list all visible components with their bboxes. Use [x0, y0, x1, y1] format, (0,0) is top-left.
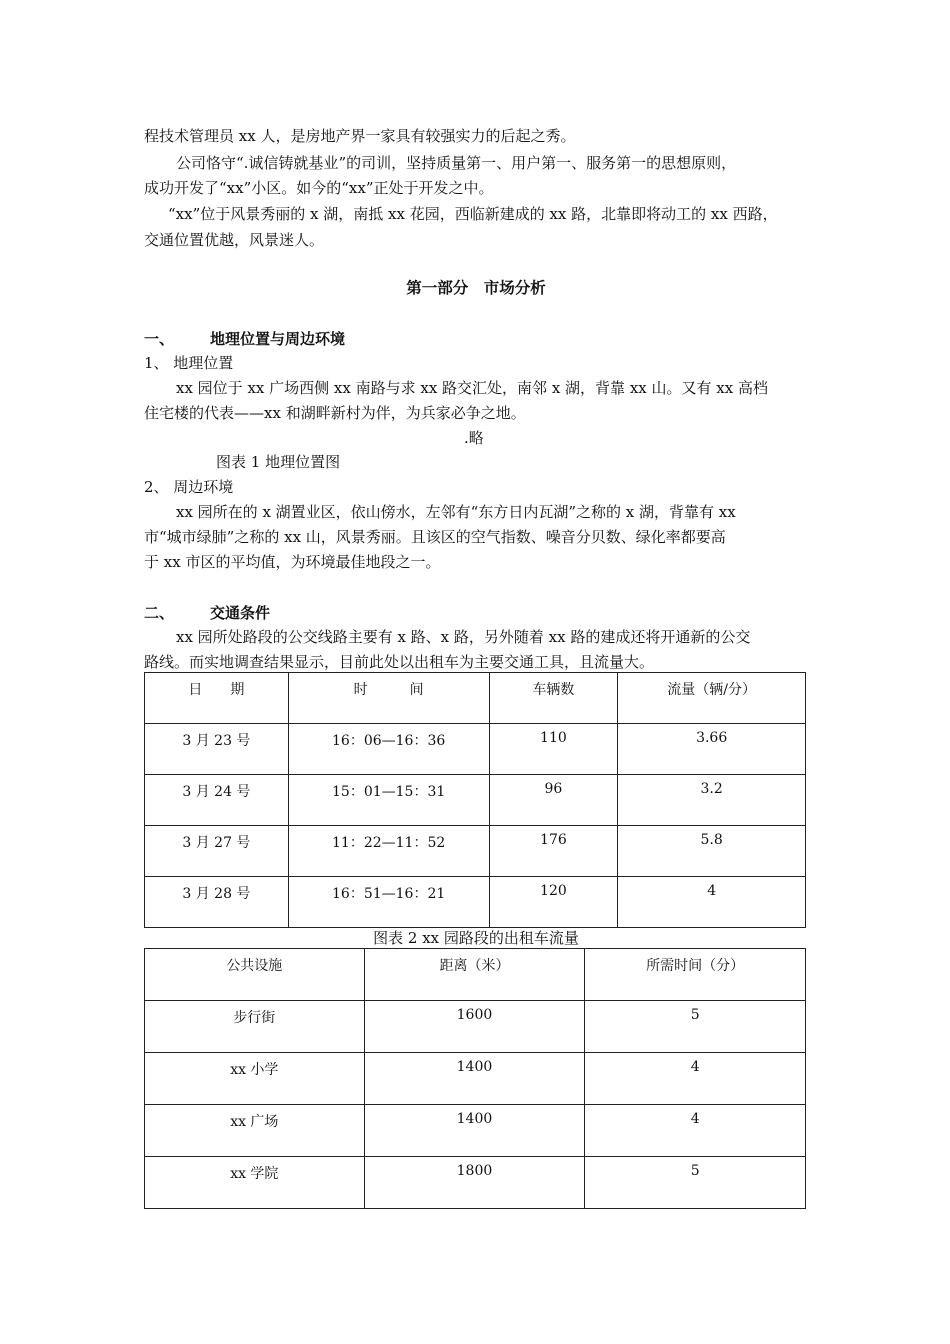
column-header-distance: 距离（米） — [364, 949, 585, 1001]
subsection-2-line-3: 于 xx 市区的平均值，为环境最佳地段之一。 — [144, 553, 441, 571]
table-cell: 3.66 — [618, 724, 806, 775]
omitted-figure-note: .略 — [464, 429, 484, 447]
subsection-1-title: 1、 地理位置 — [144, 354, 234, 372]
public-facilities-table — [144, 948, 806, 1209]
column-header-vehicle-count: 车辆数 — [489, 673, 618, 724]
table-cell: 3.2 — [618, 775, 806, 826]
table-cell: 96 — [489, 775, 618, 826]
intro-paragraph-2-line-1: 公司恪守“.诚信铸就基业”的司训，坚持质量第一、用户第一、服务第一的思想原则， — [176, 154, 737, 172]
figure-1-caption: 图表 1 地理位置图 — [216, 453, 341, 471]
table-cell: 3 月 24 号 — [145, 775, 289, 826]
table-row — [145, 724, 806, 775]
table-header-row — [145, 673, 806, 724]
table-cell: 1600 — [364, 1001, 585, 1053]
table-cell: 120 — [489, 877, 618, 928]
intro-paragraph-1: 程技术管理员 xx 人，是房地产界一家具有较强实力的后起之秀。 — [144, 127, 576, 145]
section-1-title: 地理位置与周边环境 — [210, 330, 346, 348]
table-row — [145, 1157, 806, 1209]
section-1-number: 一、 — [144, 330, 175, 348]
section-2-number: 二、 — [144, 604, 175, 622]
table-row — [145, 775, 806, 826]
table-cell: xx 广场 — [145, 1105, 365, 1157]
table-cell: 4 — [618, 877, 806, 928]
table-row — [145, 1105, 806, 1157]
table-cell: 4 — [585, 1053, 806, 1105]
section-2-title: 交通条件 — [210, 604, 271, 622]
section-2-line-2: 路线。而实地调查结果显示，目前此处以出租车为主要交通工具，且流量大。 — [144, 653, 655, 671]
table-cell: 110 — [489, 724, 618, 775]
column-header-flow-rate: 流量（辆/分） — [618, 673, 806, 724]
table-row — [145, 1001, 806, 1053]
table-cell: 步行街 — [145, 1001, 365, 1053]
column-header-date: 日 期 — [145, 673, 289, 724]
intro-paragraph-3-line-2: 交通位置优越，风景迷人。 — [144, 231, 325, 249]
column-header-facility: 公共设施 — [145, 949, 365, 1001]
subsection-2-title: 2、 周边环境 — [144, 478, 234, 496]
intro-paragraph-3-line-1: “xx”位于风景秀丽的 x 湖，南抵 xx 花园，西临新建成的 xx 路，北靠即将动工的 xx 西路， — [168, 205, 778, 223]
table-cell: 176 — [489, 826, 618, 877]
column-header-time-needed: 所需时间（分） — [585, 949, 806, 1001]
table-cell: 15：01—15：31 — [288, 775, 489, 826]
table-cell: 16：06—16：36 — [288, 724, 489, 775]
subsection-2-line-2: 市“城市绿肺”之称的 xx 山，风景秀丽。且该区的空气指数、噪音分贝数、绿化率都要高 — [144, 528, 726, 546]
table-cell: 1800 — [364, 1157, 585, 1209]
column-header-time: 时 间 — [288, 673, 489, 724]
table-cell: 16：51—16：21 — [288, 877, 489, 928]
table-cell: 3 月 23 号 — [145, 724, 289, 775]
table-row — [145, 877, 806, 928]
table-header-row — [145, 949, 806, 1001]
table-cell: xx 学院 — [145, 1157, 365, 1209]
table-cell: 5 — [585, 1157, 806, 1209]
intro-paragraph-2-line-2: 成功开发了“xx”小区。如今的“xx”正处于开发之中。 — [144, 179, 494, 197]
figure-2-caption: 图表 2 xx 园路段的出租车流量 — [373, 929, 579, 947]
table-cell: 5 — [585, 1001, 806, 1053]
table-cell: 1400 — [364, 1105, 585, 1157]
subsection-2-line-1: xx 园所在的 x 湖置业区，依山傍水，左邻有“东方日内瓦湖”之称的 x 湖，背靠有 xx — [176, 503, 736, 521]
taxi-traffic-table — [144, 672, 806, 928]
table-cell: 4 — [585, 1105, 806, 1157]
table-row — [145, 826, 806, 877]
part-title: 第一部分 市场分析 — [406, 278, 546, 297]
table-cell: 3 月 27 号 — [145, 826, 289, 877]
section-2-line-1: xx 园所处路段的公交线路主要有 x 路、x 路，另外随着 xx 路的建成还将开通新的公交 — [176, 628, 751, 646]
table-cell: 11：22—11：52 — [288, 826, 489, 877]
table-cell: 3 月 28 号 — [145, 877, 289, 928]
subsection-1-line-2: 住宅楼的代表——xx 和湖畔新村为伴，为兵家必争之地。 — [144, 404, 526, 422]
table-cell: 5.8 — [618, 826, 806, 877]
table-cell: xx 小学 — [145, 1053, 365, 1105]
table-row — [145, 1053, 806, 1105]
subsection-1-line-1: xx 园位于 xx 广场西侧 xx 南路与求 xx 路交汇处，南邻 x 湖，背靠 xx 山。又有 xx 高档 — [176, 379, 768, 397]
table-cell: 1400 — [364, 1053, 585, 1105]
